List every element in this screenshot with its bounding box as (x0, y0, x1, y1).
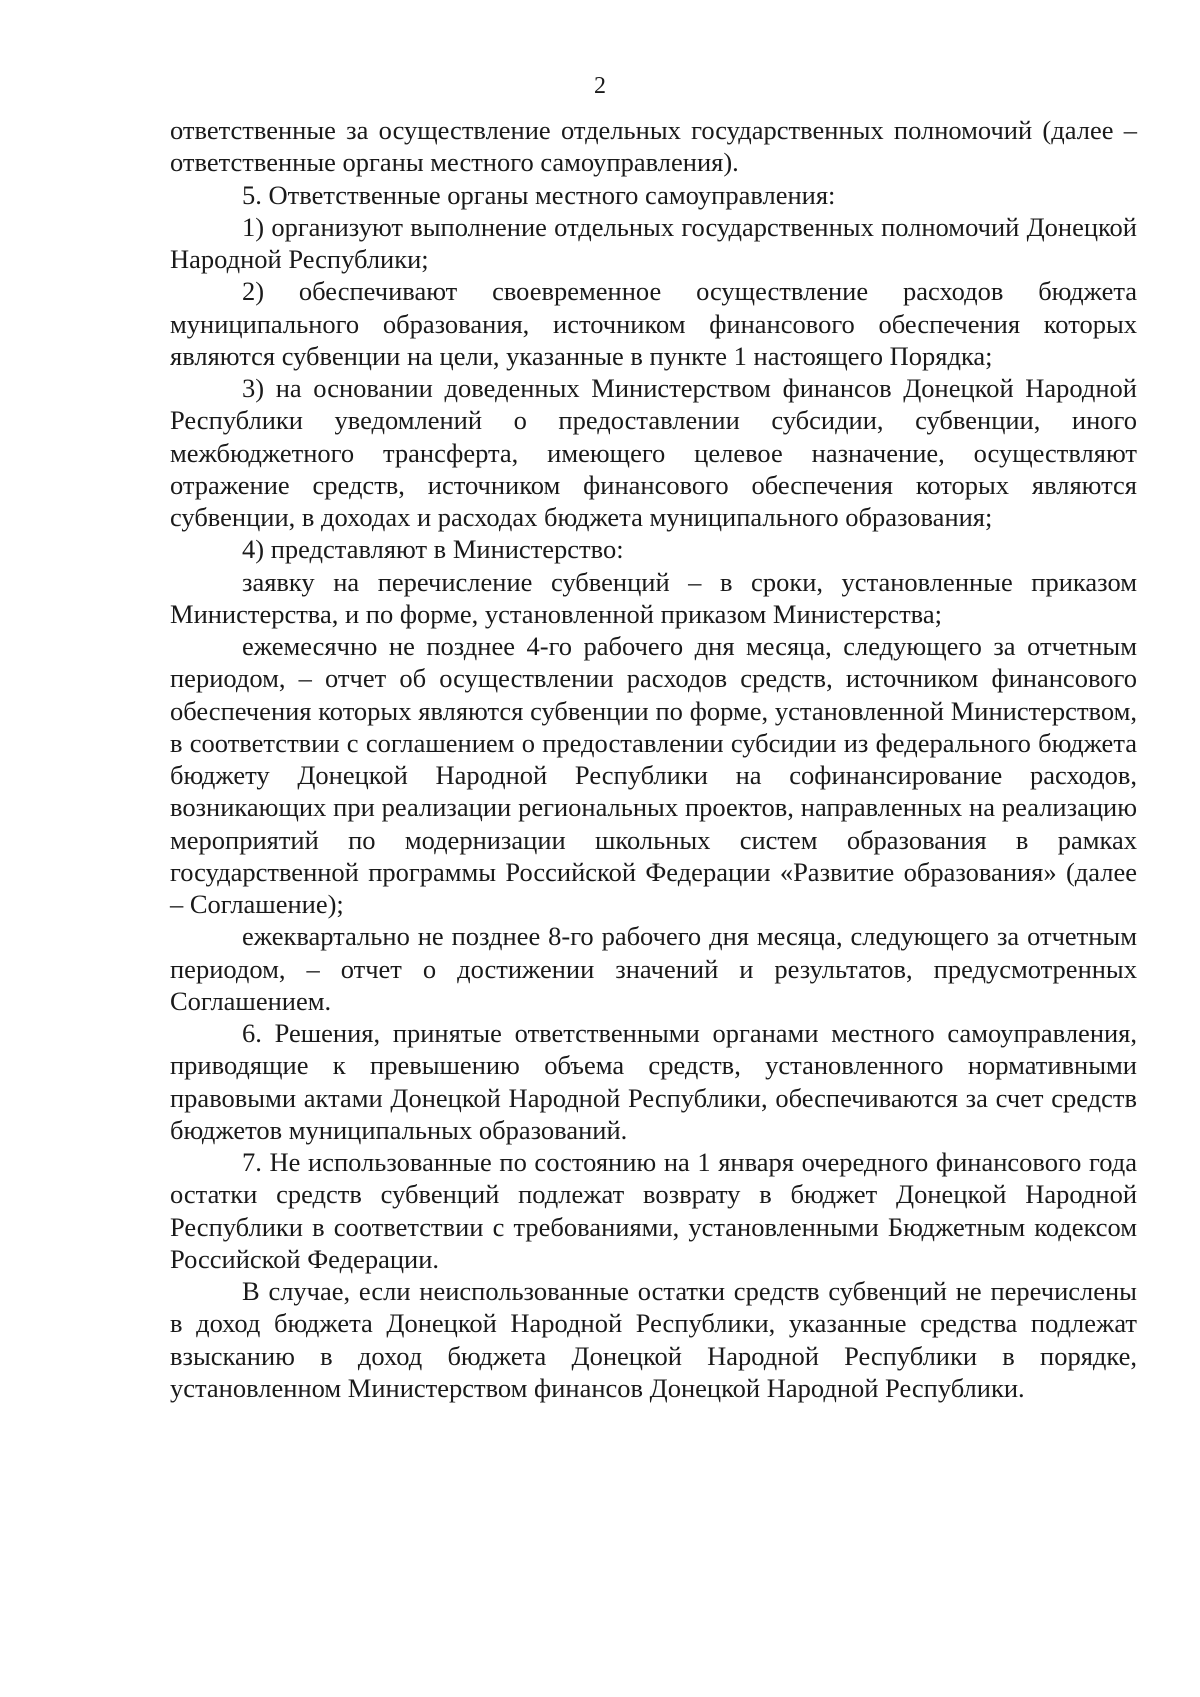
paragraph-item-7-recovery: В случае, если неиспользованные остатки средств субвенций не перечислены в доход бюджета Донецкой Народной Республики, указанные средства подлежат взысканию в доход бюджета Донецкой Народной Республики в порядке, установленном Министерством финансов Донецкой Народной Республики. (170, 1276, 1137, 1403)
paragraph-subitem-3: 3) на основании доведенных Министерством финансов Донецкой Народной Республики уведомлений о предоставлении субсидии, субвенции, иного межбюджетного трансферта, имеющего целевое назначение, осуществляют отражение средств, источником финансового обеспечения которых являются субвенции, в доходах и расходах бюджета муниципального образования; (170, 373, 1137, 532)
paragraph-subitem-4: 4) представляют в Министерство: (242, 534, 624, 565)
paragraph-subitem-2: 2) обеспечивают своевременное осуществление расходов бюджета муниципального образования, источником финансового обеспечения которых являются субвенции на цели, указанные в пункте 1 настоящего Порядка; (170, 276, 1137, 371)
paragraph-continuation: ответственные за осуществление отдельных государственных полномочий (далее – ответственные органы местного самоуправления). (170, 115, 1137, 178)
paragraph-item-5: 5. Ответственные органы местного самоуправления: (242, 179, 836, 210)
paragraph-subitem-4-quarterly-report: ежеквартально не позднее 8-го рабочего дня месяца, следующего за отчетным периодом, – отчет о достижении значений и результатов, предусмотренных Соглашением. (170, 921, 1137, 1016)
paragraph-item-7: 7. Не использованные по состоянию на 1 января очередного финансового года остатки средств субвенций подлежат возврату в бюджет Донецкой Народной Республики в соответствии с требованиями, установленными Бюджетным кодексом Российской Федерации. (170, 1147, 1137, 1274)
document-body (170, 114, 1137, 1404)
paragraph-subitem-1: 1) организуют выполнение отдельных государственных полномочий Донецкой Народной Республики; (170, 211, 1137, 274)
page-number: 2 (594, 73, 606, 99)
paragraph-subitem-4-monthly-report: ежемесячно не позднее 4-го рабочего дня месяца, следующего за отчетным периодом, – отчет об осуществлении расходов средств, источником финансового обеспечения которых являются субвенции по форме, установленной Министерством, в соответствии с соглашением о предоставлении субсидии из федерального бюджета бюджету Донецкой Народной Республики на софинансирование расходов, возникающих при реализации региональных проектов, направленных на реализацию мероприятий по модернизации школьных систем образования в рамках государственной программы Российской Федерации «Развитие образования» (далее – Соглашение); (170, 631, 1137, 919)
paragraph-subitem-4-application: заявку на перечисление субвенций – в сроки, установленные приказом Министерства, и по форме, установленной приказом Министерства; (170, 566, 1137, 629)
paragraph-item-6: 6. Решения, принятые ответственными органами местного самоуправления, приводящие к превышению объема средств, установленного нормативными правовыми актами Донецкой Народной Республики, обеспечиваются за счет средств бюджетов муниципальных образований. (170, 1018, 1137, 1145)
